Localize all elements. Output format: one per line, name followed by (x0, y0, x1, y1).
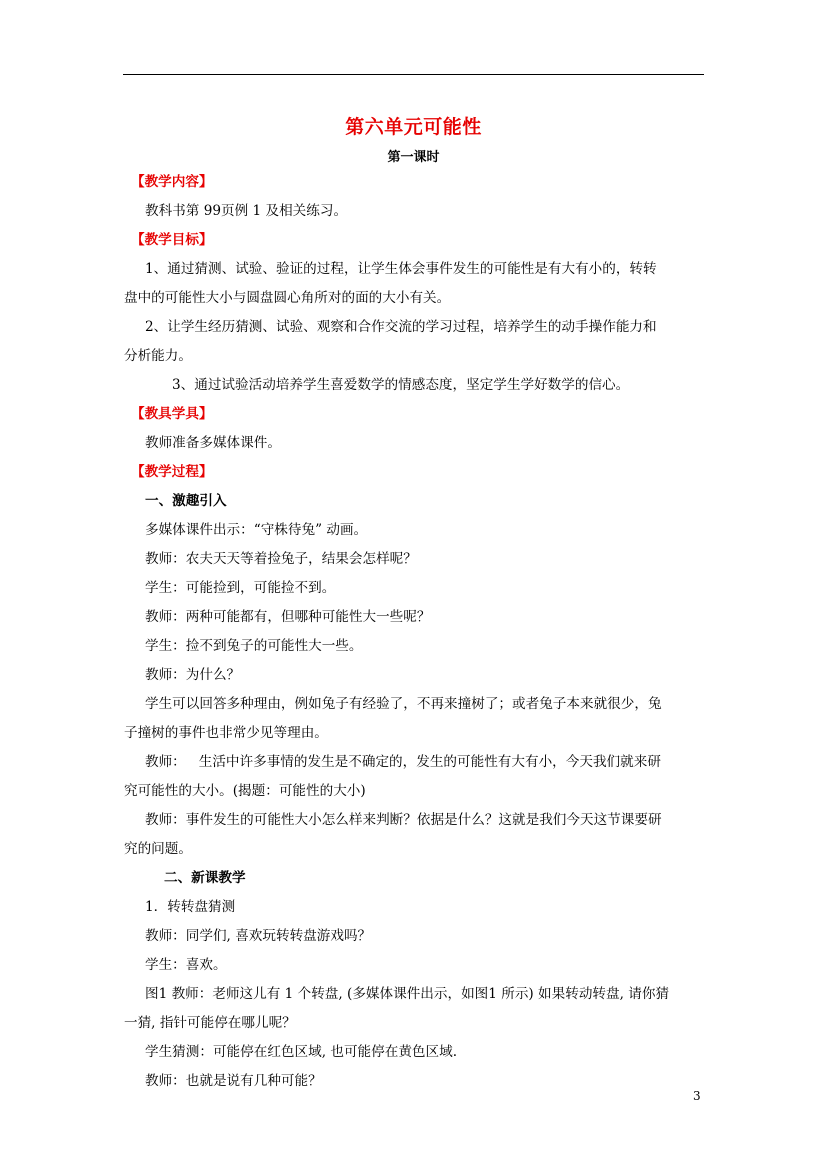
dialogue-line: 教师： 生活中许多事情的发生是不确定的，发生的可能性有大有小，今天我们就来研 (145, 754, 661, 770)
dialogue-line: 究的问题。 (124, 841, 192, 857)
lesson-title: 第一课时 (387, 150, 440, 165)
document-body (124, 168, 706, 1096)
part-1-heading: 一、激趣引入 (145, 493, 227, 509)
section-heading-process: 【教学过程】 (131, 464, 213, 480)
goal-2-line-2: 分析能力。 (124, 348, 192, 364)
dialogue-line: 教师：也就是说有几种可能？ (145, 1073, 322, 1089)
content-text: 教科书第 99页例 1 及相关练习。 (145, 203, 348, 219)
part-2-heading: 二、新课教学 (164, 870, 246, 886)
dialogue-line: 教师：为什么？ (145, 667, 241, 683)
dialogue-line: 教师：事件发生的可能性大小怎么样来判断？依据是什么？这就是我们今天这节课要研 (145, 812, 662, 828)
dialogue-line: 究可能性的大小。(揭题：可能性的大小) (124, 783, 366, 799)
goal-3: 3、通过试验活动培养学生喜爱数学的情感态度，坚定学生学好数学的信心。 (172, 377, 630, 393)
dialogue-line: 学生可以回答多种理由，例如兔子有经验了，不再来撞树了；或者兔子本来就很少，兔 (145, 696, 662, 712)
dialogue-line: 教师：两种可能都有，但哪种可能性大一些呢？ (145, 609, 431, 625)
subsection-heading: 1．转转盘猜测 (145, 899, 236, 915)
page-title: 第六单元可能性 (345, 116, 482, 138)
section-heading-content: 【教学内容】 (131, 174, 213, 190)
goal-1-line-2: 盘中的可能性大小与圆盘圆心角所对的面的大小有关。 (124, 290, 451, 306)
dialogue-line: 图1 教师：老师这儿有 1 个转盘, (多媒体课件出示，如图1 所示) 如果转动转盘, 请你猜 (145, 986, 670, 1002)
section-heading-goals: 【教学目标】 (131, 232, 213, 248)
dialogue-line: 一猜, 指针可能停在哪儿呢？ (124, 1015, 296, 1031)
dialogue-line: 教师：同学们, 喜欢玩转转盘游戏吗？ (145, 928, 372, 944)
page-number: 3 (693, 1089, 701, 1103)
dialogue-line: 学生：喜欢。 (145, 957, 227, 973)
dialogue-line: 教师：农夫天天等着捡兔子，结果会怎样呢？ (145, 551, 417, 567)
dialogue-line: 子撞树的事件也非常少见等理由。 (124, 725, 328, 741)
dialogue-line: 学生猜测：可能停在红色区域, 也可能停在黄色区域. (145, 1044, 458, 1060)
tools-text: 教师准备多媒体课件。 (145, 435, 281, 451)
goal-2-line-1: 2、让学生经历猜测、试验、观察和合作交流的学习过程，培养学生的动手操作能力和 (145, 319, 657, 335)
dialogue-line: 学生：可能捡到，可能捡不到。 (145, 580, 336, 596)
goal-1-line-1: 1、通过猜测、试验、验证的过程，让学生体会事件发生的可能性是有大有小的，转转 (145, 261, 657, 277)
dialogue-line: 多媒体课件出示：“守株待兔” 动画。 (145, 522, 368, 538)
dialogue-line: 学生：捡不到兔子的可能性大一些。 (145, 638, 363, 654)
section-heading-tools: 【教具学具】 (131, 406, 213, 422)
header-rule (123, 74, 704, 75)
